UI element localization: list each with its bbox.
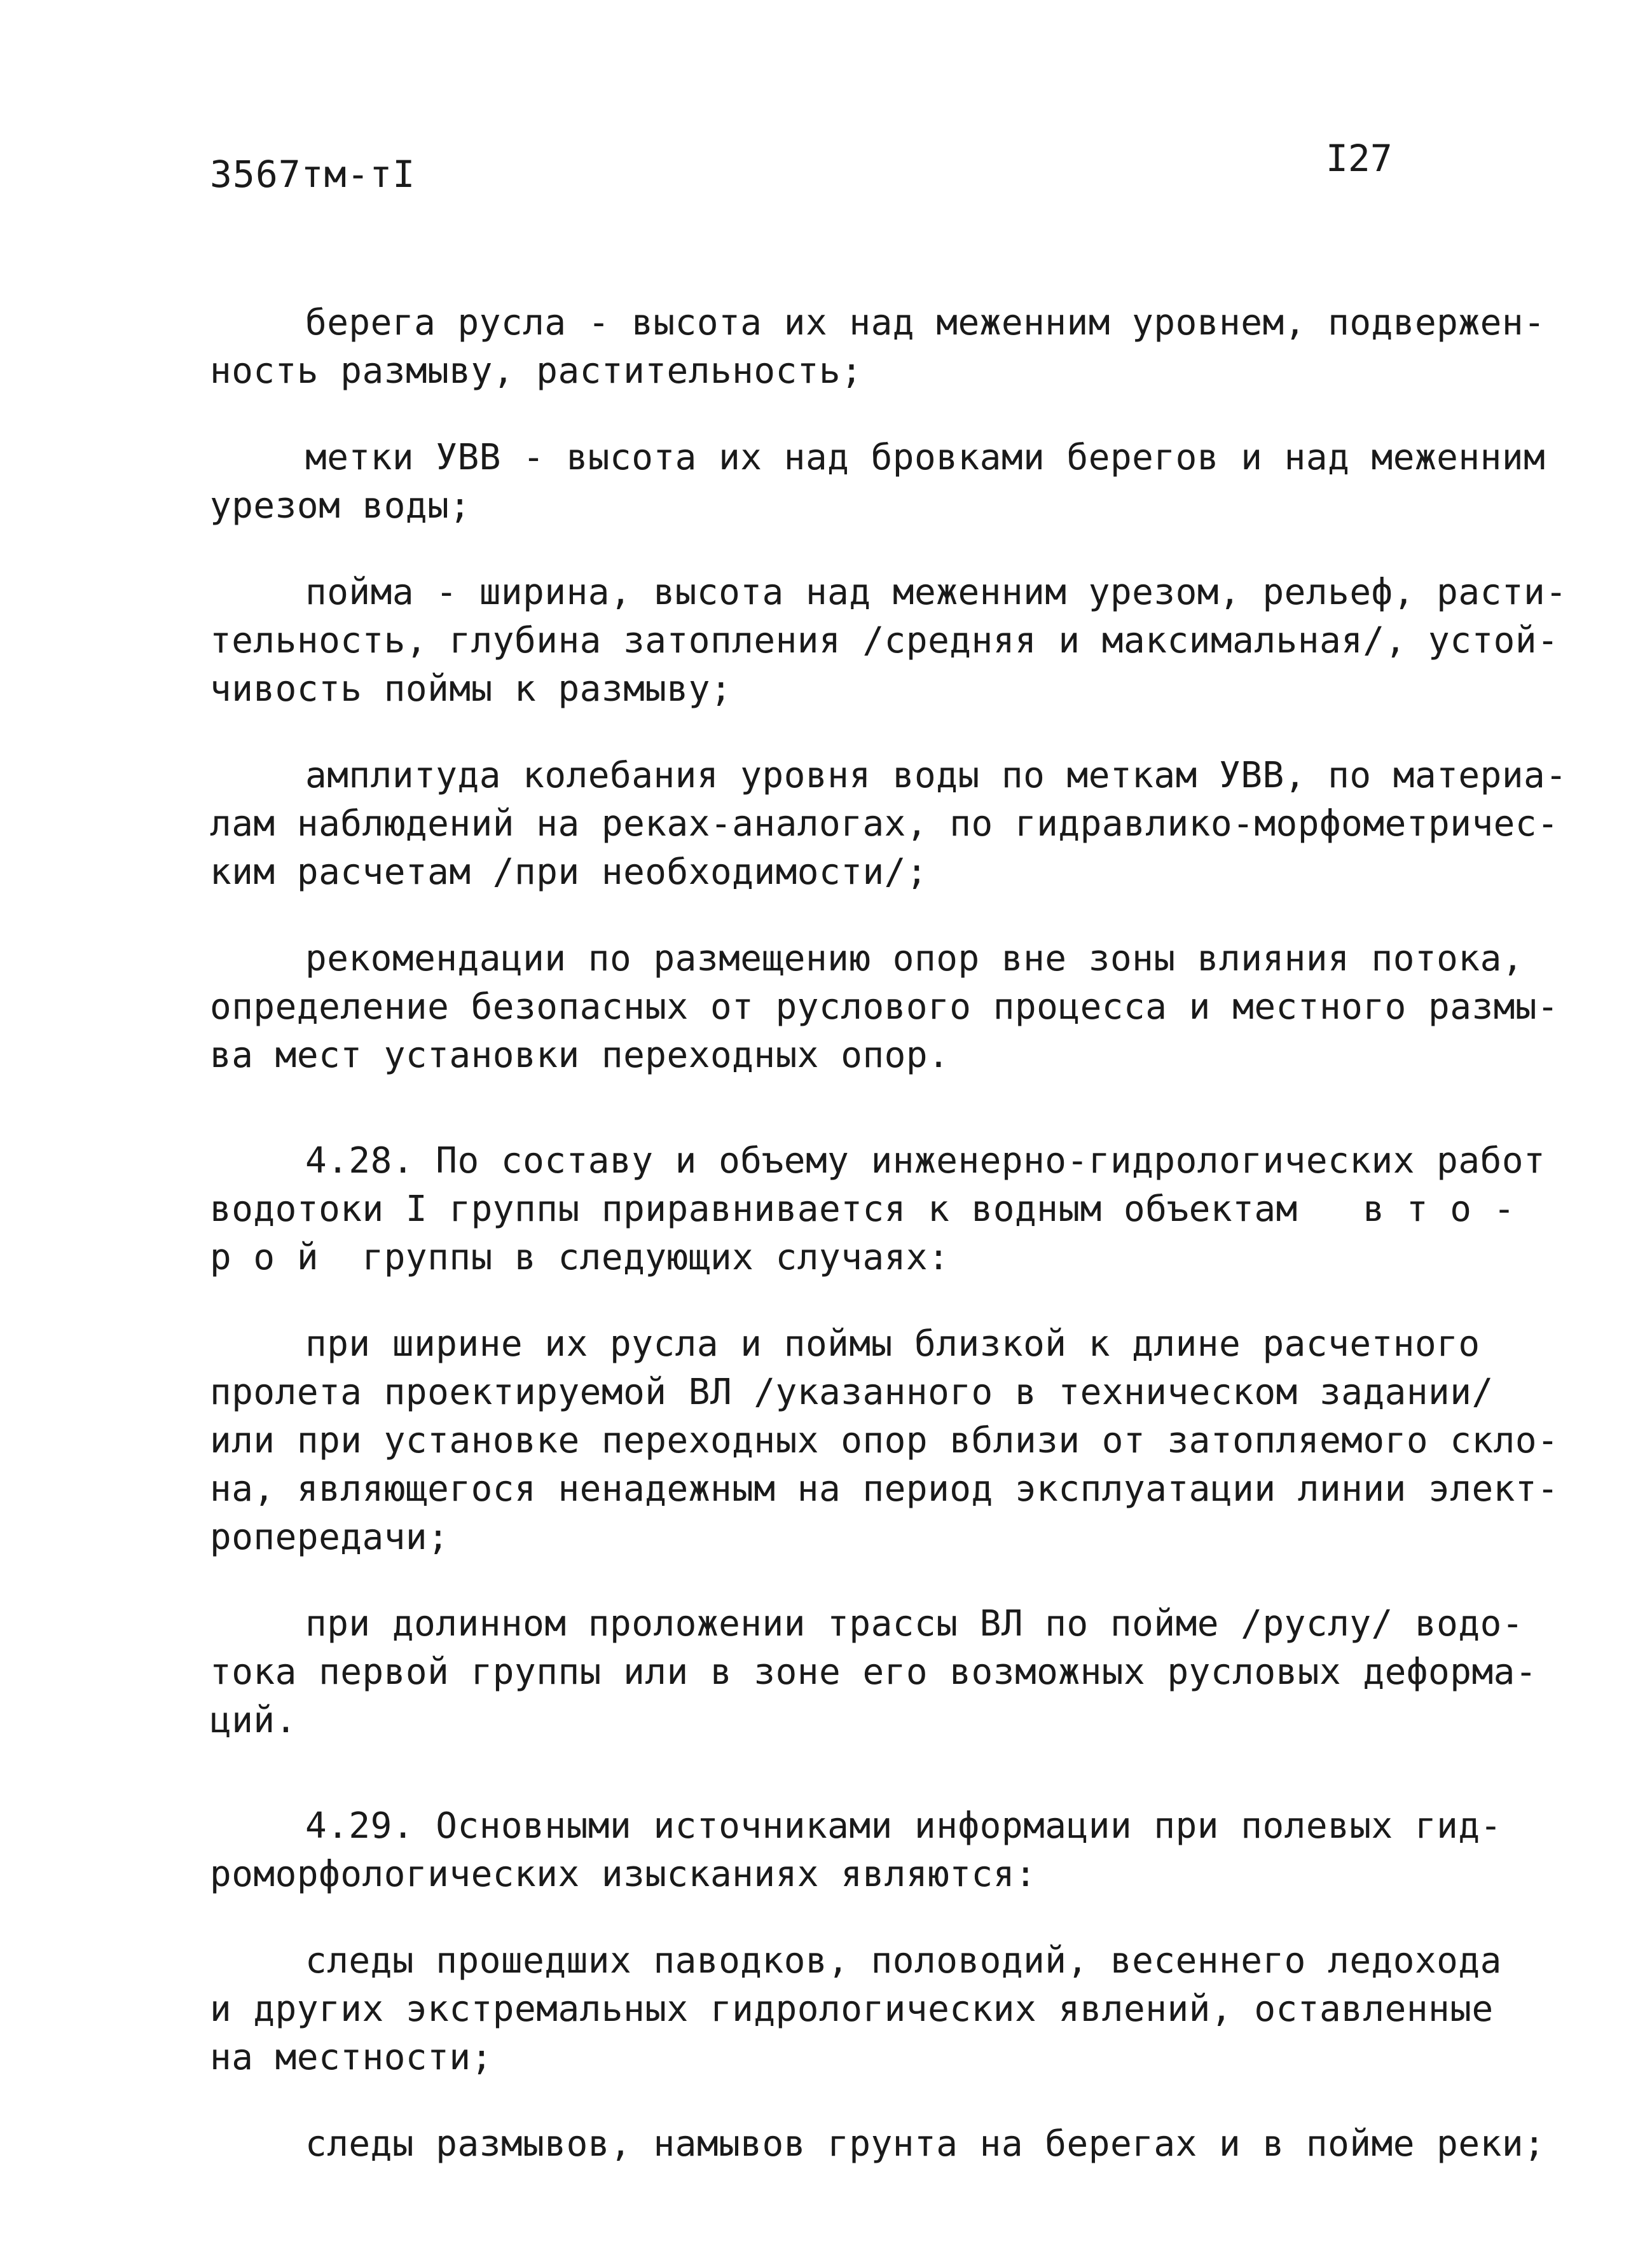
- text-line: на, являющегося ненадежным на период эксплуатации линии элект-: [210, 1468, 1559, 1510]
- text-line: берега русла - высота их над меженним уровнем, подвержен-: [305, 302, 1546, 343]
- page-number: I27: [1326, 137, 1393, 180]
- text-line: определение безопасных от руслового процесса и местного размы-: [210, 986, 1559, 1028]
- text-line: 4.29. Основными источниками информации при полевых гид-: [305, 1805, 1502, 1847]
- paragraph-amplitude: [210, 752, 1567, 897]
- text-line: или при установке переходных опор вблизи от затопляемого скло-: [210, 1420, 1559, 1461]
- document-code: 3567тм-тI: [210, 153, 416, 196]
- text-line: и других экстремальных гидрологических явлений, оставленные: [210, 1988, 1494, 2030]
- text-line: лам наблюдений на реках-аналогах, по гидравлико-морфометричес-: [210, 803, 1559, 844]
- text-line: на местности;: [210, 2037, 493, 2078]
- text-line: пролета проектируемой ВЛ /указанного в техническом задании/: [210, 1372, 1494, 1413]
- paragraph-recommendations: [210, 935, 1559, 1080]
- text-line: 4.28. По составу и объему инженерно-гидрологических работ: [305, 1140, 1546, 1182]
- text-line: тока первой группы или в зоне его возможных русловых деформа-: [210, 1651, 1538, 1693]
- text-line: водотоки I группы приравнивается к водным объектам в т о -: [210, 1189, 1515, 1230]
- text-line: амплитуда колебания уровня воды по меткам УВВ, по материа-: [305, 755, 1567, 796]
- text-line: следы размывов, намывов грунта на берегах и в пойме реки;: [305, 2123, 1546, 2165]
- text-line: ропередачи;: [210, 1517, 450, 1558]
- text-line: следы прошедших паводков, половодий, весеннего ледохода: [305, 1940, 1502, 1981]
- document-body: [210, 299, 1567, 2168]
- text-line: при долинном проложении трассы ВЛ по пойме /руслу/ водо-: [305, 1603, 1524, 1644]
- text-line: ва мест установки переходных опор.: [210, 1035, 950, 1076]
- paragraph-section-4-28: [210, 1137, 1546, 1282]
- text-line: метки УВВ - высота их над бровками берегов и над меженним: [305, 437, 1546, 478]
- text-line: тельность, глубина затопления /средняя и максимальная/, устой-: [210, 620, 1559, 661]
- text-line: при ширине их русла и поймы близкой к длине расчетного: [305, 1323, 1480, 1365]
- text-line: ким расчетам /при необходимости/;: [210, 851, 928, 893]
- paragraph-flood-traces: [210, 1937, 1502, 2082]
- paragraph-width-case: [210, 1320, 1559, 1562]
- paragraph-section-4-29: [210, 1802, 1502, 1899]
- paragraph-valley-case: [210, 1600, 1538, 1745]
- paragraph-floodplain: [210, 568, 1567, 713]
- paragraph-banks: [210, 299, 1546, 396]
- text-line: ность размыву, растительность;: [210, 350, 863, 392]
- text-line: чивость поймы к размыву;: [210, 668, 733, 710]
- text-line: пойма - ширина, высота над меженним урезом, рельеф, расти-: [305, 572, 1567, 613]
- paragraph-uvv-marks: [210, 434, 1546, 530]
- text-line: урезом воды;: [210, 485, 471, 527]
- text-line: ций.: [210, 1700, 297, 1741]
- text-line: р о й группы в следующих случаях:: [210, 1237, 950, 1278]
- paragraph-erosion-traces: [210, 2120, 1546, 2168]
- text-line: рекомендации по размещению опор вне зоны влияния потока,: [305, 938, 1524, 979]
- text-line: роморфологических изысканиях являются:: [210, 1854, 1037, 1895]
